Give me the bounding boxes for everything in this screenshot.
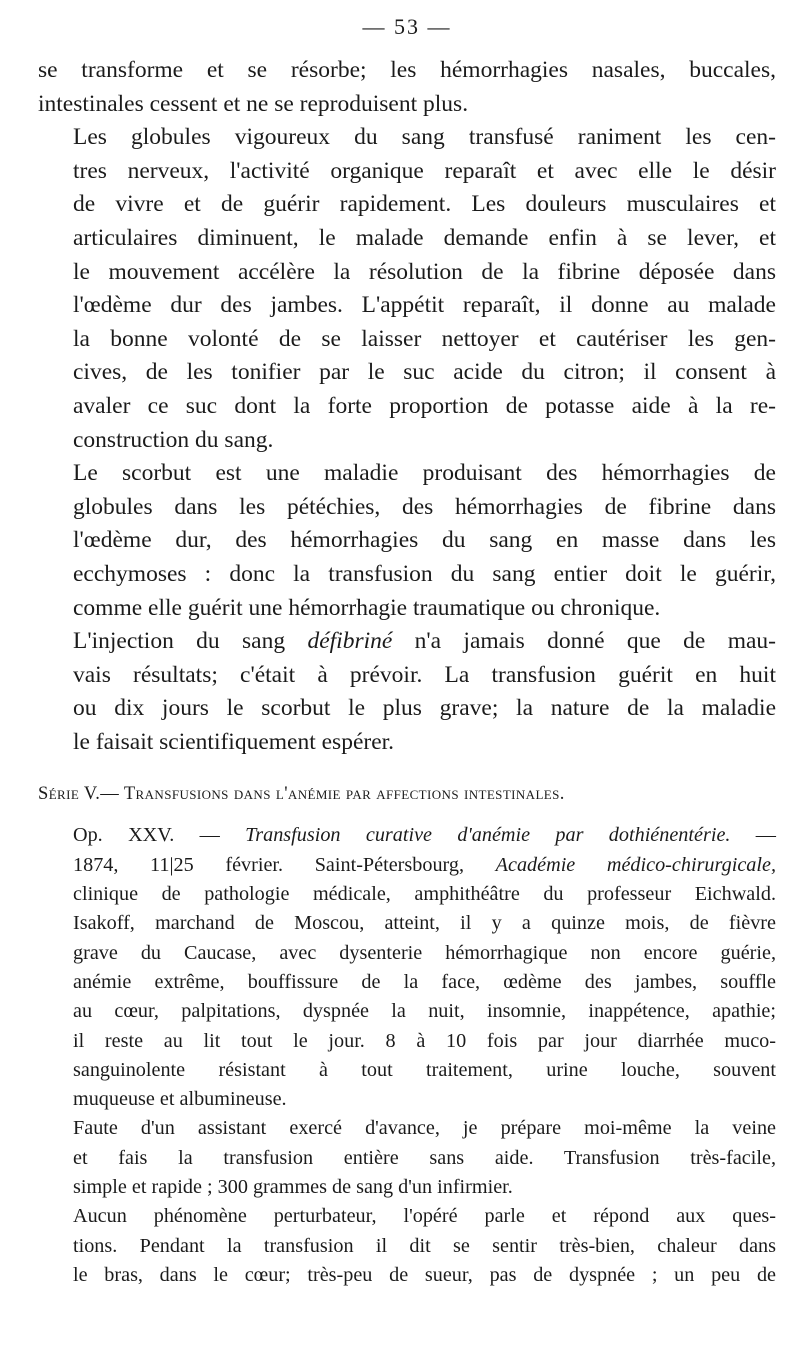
text-segment: 1874, 11|25 février. Saint-Pétersbourg, bbox=[73, 853, 496, 876]
text-line: et fais la transfusion entière sans aide. Transfusion très-facile, bbox=[73, 1146, 776, 1169]
text-line: grave du Caucase, avec dysenterie hémorrhagique non encore guérie, bbox=[73, 941, 776, 964]
text-line: anémie extrême, bouffissure de la face, œdème des jambes, souffle bbox=[73, 970, 776, 993]
text-line: articulaires diminuent, le malade demande enfin à se lever, et bbox=[73, 224, 776, 251]
text-line: Les globules vigoureux du sang transfusé raniment les cen- bbox=[73, 124, 776, 151]
text-line: vais résultats; c'était à prévoir. La transfusion guérit en huit bbox=[73, 661, 776, 688]
text-line: il reste au lit tout le jour. 8 à 10 fois par jour diarrhée muco- bbox=[73, 1029, 776, 1052]
text-line: cives, de les tonifier par le suc acide du citron; il consent à bbox=[73, 359, 776, 386]
observation-paragraph-2 bbox=[38, 1114, 776, 1202]
text-line: la bonne volonté de se laisser nettoyer et cautériser les gen- bbox=[73, 325, 776, 352]
paragraph-4 bbox=[38, 625, 776, 759]
text-line: Aucun phénomène perturbateur, l'opéré parle et répond aux ques- bbox=[73, 1205, 776, 1228]
text-segment: n'a jamais donné que de mau- bbox=[392, 628, 776, 655]
text-line: Faute d'un assistant exercé d'avance, je prépare moi-même la veine bbox=[73, 1117, 776, 1140]
text-line: simple et rapide ; 300 grammes de sang d'un infirmier. bbox=[73, 1176, 513, 1199]
page-number: — 53 — bbox=[362, 14, 452, 39]
text-line: Isakoff, marchand de Moscou, atteint, il y a quinze mois, de fièvre bbox=[73, 912, 776, 935]
text-line bbox=[38, 851, 776, 880]
institution-name: Académie médico-chirurgicale, bbox=[495, 853, 776, 876]
series-heading-text: Série V.— Transfusions dans l'anémie par affections intestinales. bbox=[38, 784, 565, 805]
text-line: au cœur, palpitations, dyspnée la nuit, insomnie, inappétence, apathie; bbox=[73, 1000, 776, 1023]
series-heading bbox=[38, 781, 776, 807]
text-line: tions. Pendant la transfusion il dit se sentir très-bien, chaleur dans bbox=[73, 1234, 776, 1257]
text-line: intestinales cessent et ne se reproduisent plus. bbox=[38, 90, 469, 117]
text-line: globules dans les pétéchies, des hémorrhagies de fibrine dans bbox=[73, 493, 776, 520]
text-segment: L'injection du sang bbox=[73, 628, 308, 655]
text-line: Le scorbut est une maladie produisant des hémorrhagies de bbox=[73, 460, 776, 487]
page bbox=[38, 14, 776, 1290]
italic-term: défibriné bbox=[307, 628, 393, 655]
text-line bbox=[38, 625, 776, 659]
text-line: le mouvement accélère la résolution de la fibrine déposée dans bbox=[73, 258, 776, 285]
text-line: muqueuse et albumineuse. bbox=[73, 1088, 287, 1111]
text-line: ecchymoses : donc la transfusion du sang entier doit le guérir, bbox=[73, 560, 776, 587]
text-line: comme elle guérit une hémorrhagie traumatique ou chronique. bbox=[73, 594, 661, 621]
text-line: sanguinolente résistant à tout traitement, urine louche, souvent bbox=[73, 1058, 776, 1081]
observation-25 bbox=[38, 821, 776, 1114]
text-line: le faisait scientifiquement espérer. bbox=[73, 728, 395, 755]
observation-title: Transfusion curative d'anémie par dothiénentérie. bbox=[245, 824, 731, 847]
observation-paragraph-3 bbox=[38, 1202, 776, 1290]
text-line: de vivre et de guérir rapidement. Les douleurs musculaires et bbox=[73, 191, 776, 218]
paragraph-1 bbox=[38, 54, 776, 121]
paragraph-2 bbox=[38, 121, 776, 457]
paragraph-3 bbox=[38, 457, 776, 625]
text-line: ou dix jours le scorbut le plus grave; la nature de la maladie bbox=[73, 695, 776, 722]
text-segment: — bbox=[730, 824, 776, 847]
text-line: construction du sang. bbox=[73, 426, 274, 453]
text-line: le bras, dans le cœur; très-peu de sueur, pas de dyspnée ; un peu de bbox=[73, 1263, 776, 1286]
text-line: se transforme et se résorbe; les hémorrhagies nasales, buccales, bbox=[38, 57, 776, 83]
text-line: avaler ce suc dont la forte proportion de potasse aide à la re- bbox=[73, 392, 776, 419]
text-line: tres nerveux, l'activité organique reparaît et avec elle le désir bbox=[73, 157, 776, 184]
text-line: l'œdème dur des jambes. L'appétit reparaît, il donne au malade bbox=[73, 292, 776, 319]
text-line: l'œdème dur, des hémorrhagies du sang en masse dans les bbox=[73, 527, 776, 554]
text-line: clinique de pathologie médicale, amphithéâtre du professeur Eichwald. bbox=[73, 883, 776, 906]
observation-number: Op. XXV. — bbox=[73, 824, 246, 847]
text-line bbox=[38, 821, 776, 850]
